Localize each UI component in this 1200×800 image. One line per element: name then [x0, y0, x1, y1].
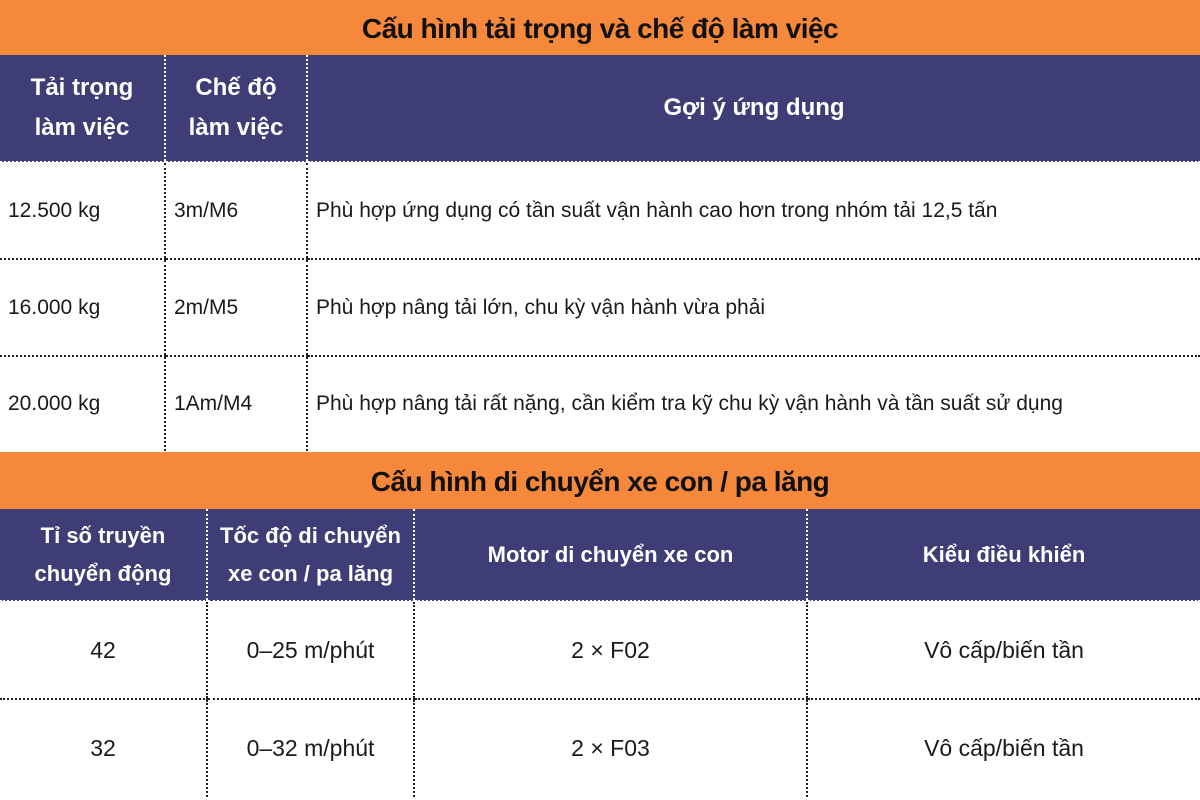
table-row	[0, 162, 1200, 259]
cell-control-type: Vô cấp/biến tần	[807, 699, 1200, 797]
header-label: Tỉ số truyền chuyển động	[34, 522, 172, 586]
header-control-type	[807, 509, 1200, 601]
header-label: Tải trọng làm việc	[30, 74, 134, 141]
cell-gear-ratio: 32	[90, 735, 116, 761]
cell-mode: 1Am/M4	[165, 356, 307, 451]
cell-gear-ratio: 42	[0, 601, 207, 699]
cell-trolley-motor: 2 × F03	[414, 699, 807, 797]
cell-load: 20.000 kg	[8, 392, 101, 415]
header-application-suggestion	[307, 55, 1200, 162]
table-header-row	[0, 55, 1200, 162]
cell-suggestion: Phù hợp ứng dụng có tần suất vận hành cao hơn trong nhóm tải 12,5 tấn	[307, 162, 1200, 259]
cell-travel-speed: 0–32 m/phút	[207, 699, 414, 797]
header-travel-speed	[207, 509, 414, 601]
header-label: Chế độ làm việc	[188, 74, 284, 141]
cell-trolley-motor: 2 × F02	[414, 601, 807, 699]
header-working-mode	[165, 55, 307, 162]
table-row	[0, 259, 1200, 356]
cell-load: 12.500 kg	[0, 162, 165, 259]
header-label: Kiểu điều khiển	[922, 541, 1086, 567]
section-title-load-config: Cấu hình tải trọng và chế độ làm việc	[0, 0, 1200, 55]
header-label: Motor di chuyển xe con	[487, 541, 734, 567]
header-trolley-motor	[414, 509, 807, 601]
header-gear-ratio	[0, 509, 207, 601]
load-config-table	[0, 55, 1200, 451]
cell-control-type: Vô cấp/biến tần	[807, 601, 1200, 699]
header-label: Tốc độ di chuyển xe con / pa lăng	[220, 522, 401, 586]
section-title-trolley-config: Cấu hình di chuyển xe con / pa lăng	[0, 452, 1200, 509]
cell-mode: 2m/M5	[165, 259, 307, 356]
trolley-config-table	[0, 509, 1200, 797]
cell-suggestion: Phù hợp nâng tải rất nặng, cần kiểm tra kỹ chu kỳ vận hành và tần suất sử dụng	[307, 356, 1200, 451]
cell-mode: 3m/M6	[165, 162, 307, 259]
cell-load: 16.000 kg	[0, 259, 165, 356]
table-row	[0, 356, 1200, 451]
header-working-load	[0, 55, 165, 162]
table-header-row	[0, 509, 1200, 601]
cell-travel-speed: 0–25 m/phút	[207, 601, 414, 699]
table-row	[0, 699, 1200, 797]
header-label: Gợi ý ứng dụng	[663, 94, 845, 121]
table-row	[0, 601, 1200, 699]
cell-suggestion: Phù hợp nâng tải lớn, chu kỳ vận hành vừa phải	[307, 259, 1200, 356]
